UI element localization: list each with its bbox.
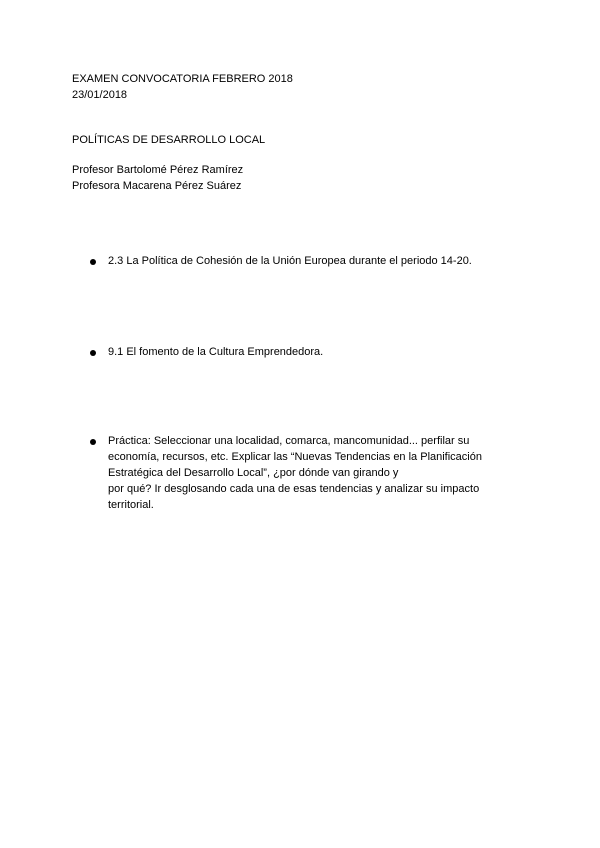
question-1-line-1: 2.3 La Política de Cohesión de la Unión Europea durante el periodo 14-20. bbox=[108, 255, 472, 267]
question-3-line-5: territorial. bbox=[108, 499, 154, 511]
question-3-line-4: por qué? Ir desglosando cada una de esas tendencias y analizar su impacto bbox=[108, 483, 480, 495]
bullet-icon bbox=[90, 439, 96, 445]
question-3-line-1: Práctica: Seleccionar una localidad, comarca, mancomunidad... perfilar su bbox=[108, 435, 470, 447]
bullet-icon bbox=[90, 259, 96, 265]
course-title: POLÍTICAS DE DESARROLLO LOCAL bbox=[72, 134, 266, 146]
exam-date: 23/01/2018 bbox=[72, 89, 128, 101]
question-item-2 bbox=[108, 344, 528, 360]
professor-1: Profesor Bartolomé Pérez Ramírez bbox=[72, 164, 244, 176]
question-3-line-3: Estratégica del Desarrollo Local”, ¿por dónde van girando y bbox=[108, 467, 399, 479]
professor-2: Profesora Macarena Pérez Suárez bbox=[72, 180, 242, 192]
question-3-line-2: economía, recursos, etc. Explicar las “Nuevas Tendencias en la Planificación bbox=[108, 451, 482, 463]
bullet-icon bbox=[90, 350, 96, 356]
exam-title: EXAMEN CONVOCATORIA FEBRERO 2018 bbox=[72, 73, 293, 85]
question-item-1 bbox=[108, 253, 528, 269]
question-2-line-1: 9.1 El fomento de la Cultura Emprendedora. bbox=[108, 346, 324, 358]
question-item-3 bbox=[108, 433, 528, 513]
